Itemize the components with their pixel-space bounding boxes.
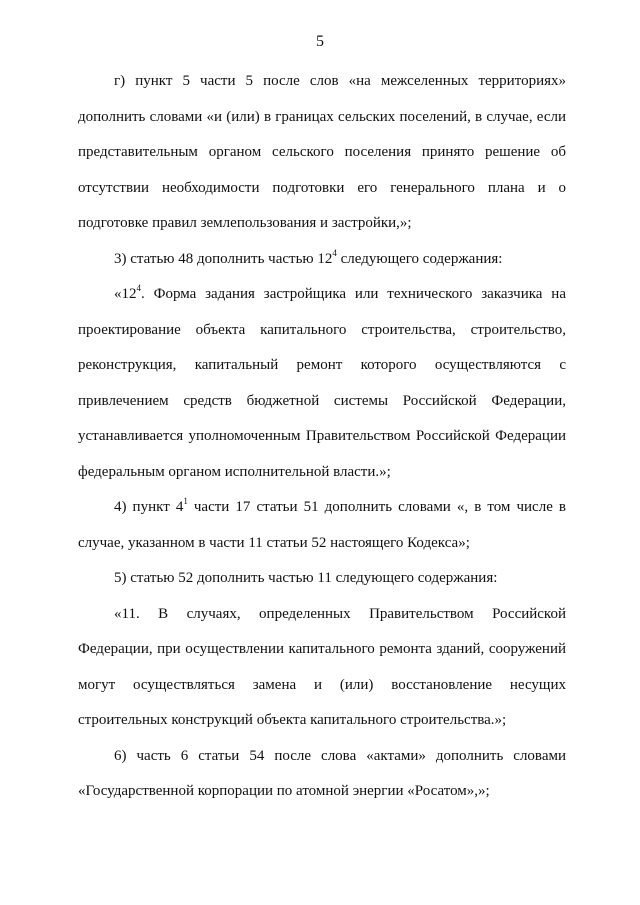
paragraph-text-tail: . Форма задания застройщика или технического заказчика на проектирование объекта капитального строительства, строительство, реконструкция, капитальный ремонт которого осуществляются с привлечением средств бюджетной системы Российской Федерации, устанавливается уполномоченным Правительством Российской Федерации федеральным органом исполнительной власти.»;	[78, 286, 566, 480]
paragraph-part-12-4	[78, 277, 566, 490]
paragraph-text: 6) часть 6 статьи 54 после слова «актами» дополнить словами «Государственной корпорации по атомной энергии «Росатом»,»;	[78, 747, 566, 799]
paragraph-item-5	[78, 561, 566, 597]
superscript: 4	[136, 283, 141, 293]
paragraph-part-11	[78, 597, 566, 739]
paragraph-text: 4) пункт 4	[114, 499, 184, 515]
paragraph-text: «12	[114, 286, 137, 302]
paragraph-text: г) пункт 5 части 5 после слов «на межселенных территориях» дополнить словами «и (или) в границах сельских поселений, в случае, если представительным органом сельского поселения принято решение об отсутствии необходимости подготовки его генерального плана и о подготовке правил землепользования и застройки,»;	[78, 73, 566, 231]
paragraph-text-tail: части 17 статьи 51 дополнить словами «, в том числе в случае, указанном в части 11 статьи 52 настоящего Кодекса»;	[78, 499, 566, 551]
superscript: 1	[183, 496, 188, 506]
superscript: 4	[332, 247, 337, 258]
paragraph-item-3	[78, 242, 566, 278]
page-number: 5	[316, 33, 324, 50]
paragraph-item-4	[78, 490, 566, 561]
paragraph-text: 5) статью 52 дополнить частью 11 следующего содержания:	[114, 570, 498, 586]
paragraph-item-g	[78, 64, 566, 242]
document-body	[78, 64, 566, 810]
paragraph-text: «11. В случаях, определенных Правительством Российской Федерации, при осуществлении капитального ремонта зданий, сооружений могут осуществляться замена и (или) восстановление несущих строительных конструкций объекта капитального строительства.»;	[78, 605, 566, 728]
paragraph-text: 3) статью 48 дополнить частью 12	[114, 250, 333, 267]
paragraph-text-tail: следующего содержания:	[336, 250, 503, 267]
paragraph-item-6	[78, 739, 566, 810]
